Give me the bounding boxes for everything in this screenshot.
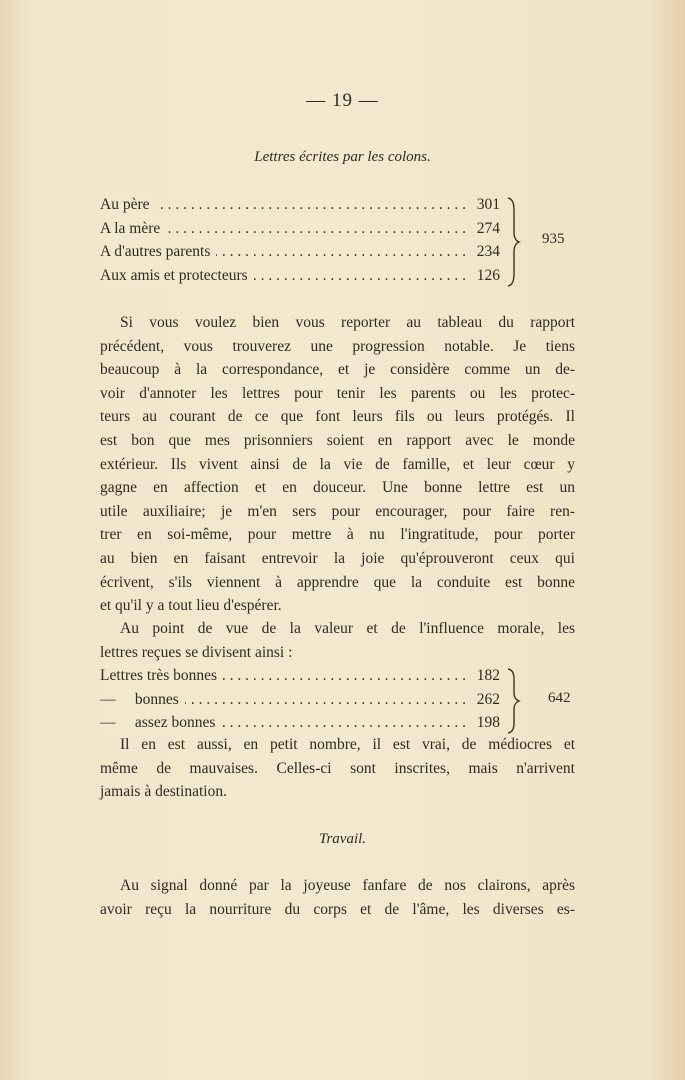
row-value: 301 — [476, 196, 500, 213]
row-label: — assez bonnes — [100, 711, 221, 735]
brace-icon — [505, 667, 521, 735]
paragraph: Si vous voulez bien vous reporter au tableau du rapport précédent, vous trouverez une progression notable. Je tiens beaucoup à la correspondance, et je considère comme un de- voir d'annoter les lettres pour tenir les parents ou les protec- teurs au courant de ce que font leurs fils ou leurs protégés. Il est bon que mes prisonniers soient en rapport avec le monde extérieur. Ils vivent ainsi de la vie de famille, et leur cœur y gagne en affection et en douceur. Une bonne lettre est un utile auxiliaire; je m'en sers pour encourager, pour faire ren- trer en soi-même, pour mettre à nu l'ingratitude, pour porter au bien en faisant entrevoir la joie qu'éprouveront ceux qui écrivent, s'ils viennent à apprendre que la conduite est bonne et qu'il y a tout lieu d'espérer. — [100, 314, 575, 615]
row-value: 234 — [476, 243, 500, 260]
letters-written-total: 935 — [542, 231, 565, 247]
brace-icon — [505, 196, 521, 288]
letters-received-total: 642 — [548, 690, 571, 706]
row-label: — bonnes — [100, 688, 185, 712]
row-value: 126 — [476, 266, 500, 284]
page-number: — 19 — — [306, 90, 379, 111]
section-heading-work: Travail. — [318, 831, 367, 847]
row-value: 274 — [476, 219, 500, 237]
row-label: Au père — [100, 193, 156, 217]
paragraph: Au point de vue de la valeur et de l'influence morale, les lettres reçues se divisent ainsi : — [100, 620, 575, 661]
row-value: 182 — [476, 667, 500, 684]
section-heading-letters: Lettres écrites par les colons. — [254, 149, 431, 165]
row-value: 198 — [476, 714, 500, 731]
row-label: A la mère — [100, 217, 166, 241]
paragraph: Au signal donné par la joyeuse fanfare de nos clairons, après avoir reçu la nourriture du corps et de l'âme, les diverses es- — [100, 877, 575, 918]
row-label: Lettres très bonnes — [100, 664, 223, 688]
row-value: 262 — [476, 690, 500, 708]
row-label: Aux amis et protecteurs — [100, 264, 254, 288]
paragraph: Il en est aussi, en petit nombre, il est vrai, de médiocres et même de mauvaises. Celles-ci sont inscrites, mais n'arrivent jamais à destination. — [100, 736, 575, 801]
row-label: A d'autres parents — [100, 240, 216, 264]
